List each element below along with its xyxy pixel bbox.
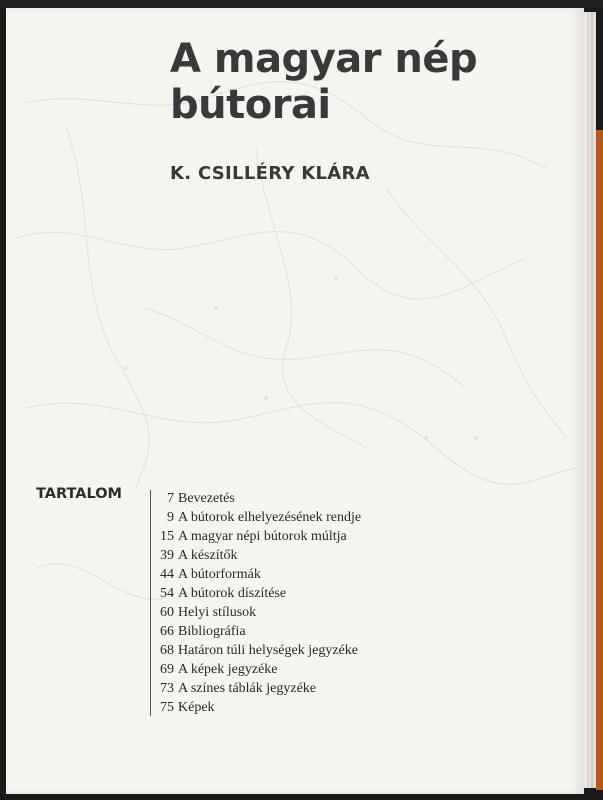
book-cover-top bbox=[0, 0, 603, 8]
book-author: K. CSILLÉRY KLÁRA bbox=[170, 163, 370, 184]
contents-entry-title: Képek bbox=[178, 700, 215, 715]
contents-entry bbox=[149, 679, 361, 698]
contents-page-number: 7 bbox=[167, 491, 174, 506]
contents-entry bbox=[149, 489, 361, 508]
contents-entry-title: A bútorok elhelyezésének rendje bbox=[178, 510, 362, 525]
contents-entry-title: A színes táblák jegyzéke bbox=[178, 681, 317, 696]
contents-page-number: 60 bbox=[160, 605, 174, 620]
contents-entry bbox=[149, 622, 361, 641]
book-title: A magyar nép bútorai bbox=[170, 36, 478, 128]
contents-page-number: 15 bbox=[160, 529, 174, 544]
contents-list bbox=[149, 489, 361, 717]
contents-entry bbox=[149, 584, 361, 603]
contents-entry-title: A bútorformák bbox=[178, 567, 261, 582]
contents-entry bbox=[149, 546, 361, 565]
contents-entry bbox=[149, 641, 361, 660]
contents-page-number: 39 bbox=[160, 548, 174, 563]
contents-page-number: 69 bbox=[160, 662, 174, 677]
book-page bbox=[6, 8, 584, 794]
page-edges bbox=[584, 12, 596, 788]
contents-page-number: 66 bbox=[160, 624, 174, 639]
contents-page-number: 9 bbox=[167, 510, 174, 525]
contents-entry-title: Helyi stílusok bbox=[178, 605, 257, 620]
contents-page-number: 73 bbox=[160, 681, 174, 696]
book-cover-spine bbox=[596, 130, 603, 790]
contents-heading: TARTALOM bbox=[36, 486, 122, 502]
contents-entry-title: A magyar népi bútorok múltja bbox=[178, 529, 347, 544]
contents-entry bbox=[149, 603, 361, 622]
contents-entry-title: A képek jegyzéke bbox=[178, 662, 278, 677]
contents-entry-title: Határon túli helységek jegyzéke bbox=[178, 643, 358, 658]
contents-entry-title: A készítők bbox=[178, 548, 238, 563]
contents-entry-title: Bevezetés bbox=[178, 491, 235, 506]
contents-entry bbox=[149, 660, 361, 679]
contents-page-number: 44 bbox=[160, 567, 174, 582]
contents-entry-title: A bútorok díszítése bbox=[178, 586, 287, 601]
contents-page-number: 54 bbox=[160, 586, 174, 601]
contents-entry bbox=[149, 698, 361, 717]
contents-page-number: 75 bbox=[160, 700, 174, 715]
contents-entry bbox=[149, 565, 361, 584]
contents-entry bbox=[149, 527, 361, 546]
contents-entry-title: Bibliográfia bbox=[178, 624, 246, 639]
contents-entry bbox=[149, 508, 361, 527]
contents-page-number: 68 bbox=[160, 643, 174, 658]
